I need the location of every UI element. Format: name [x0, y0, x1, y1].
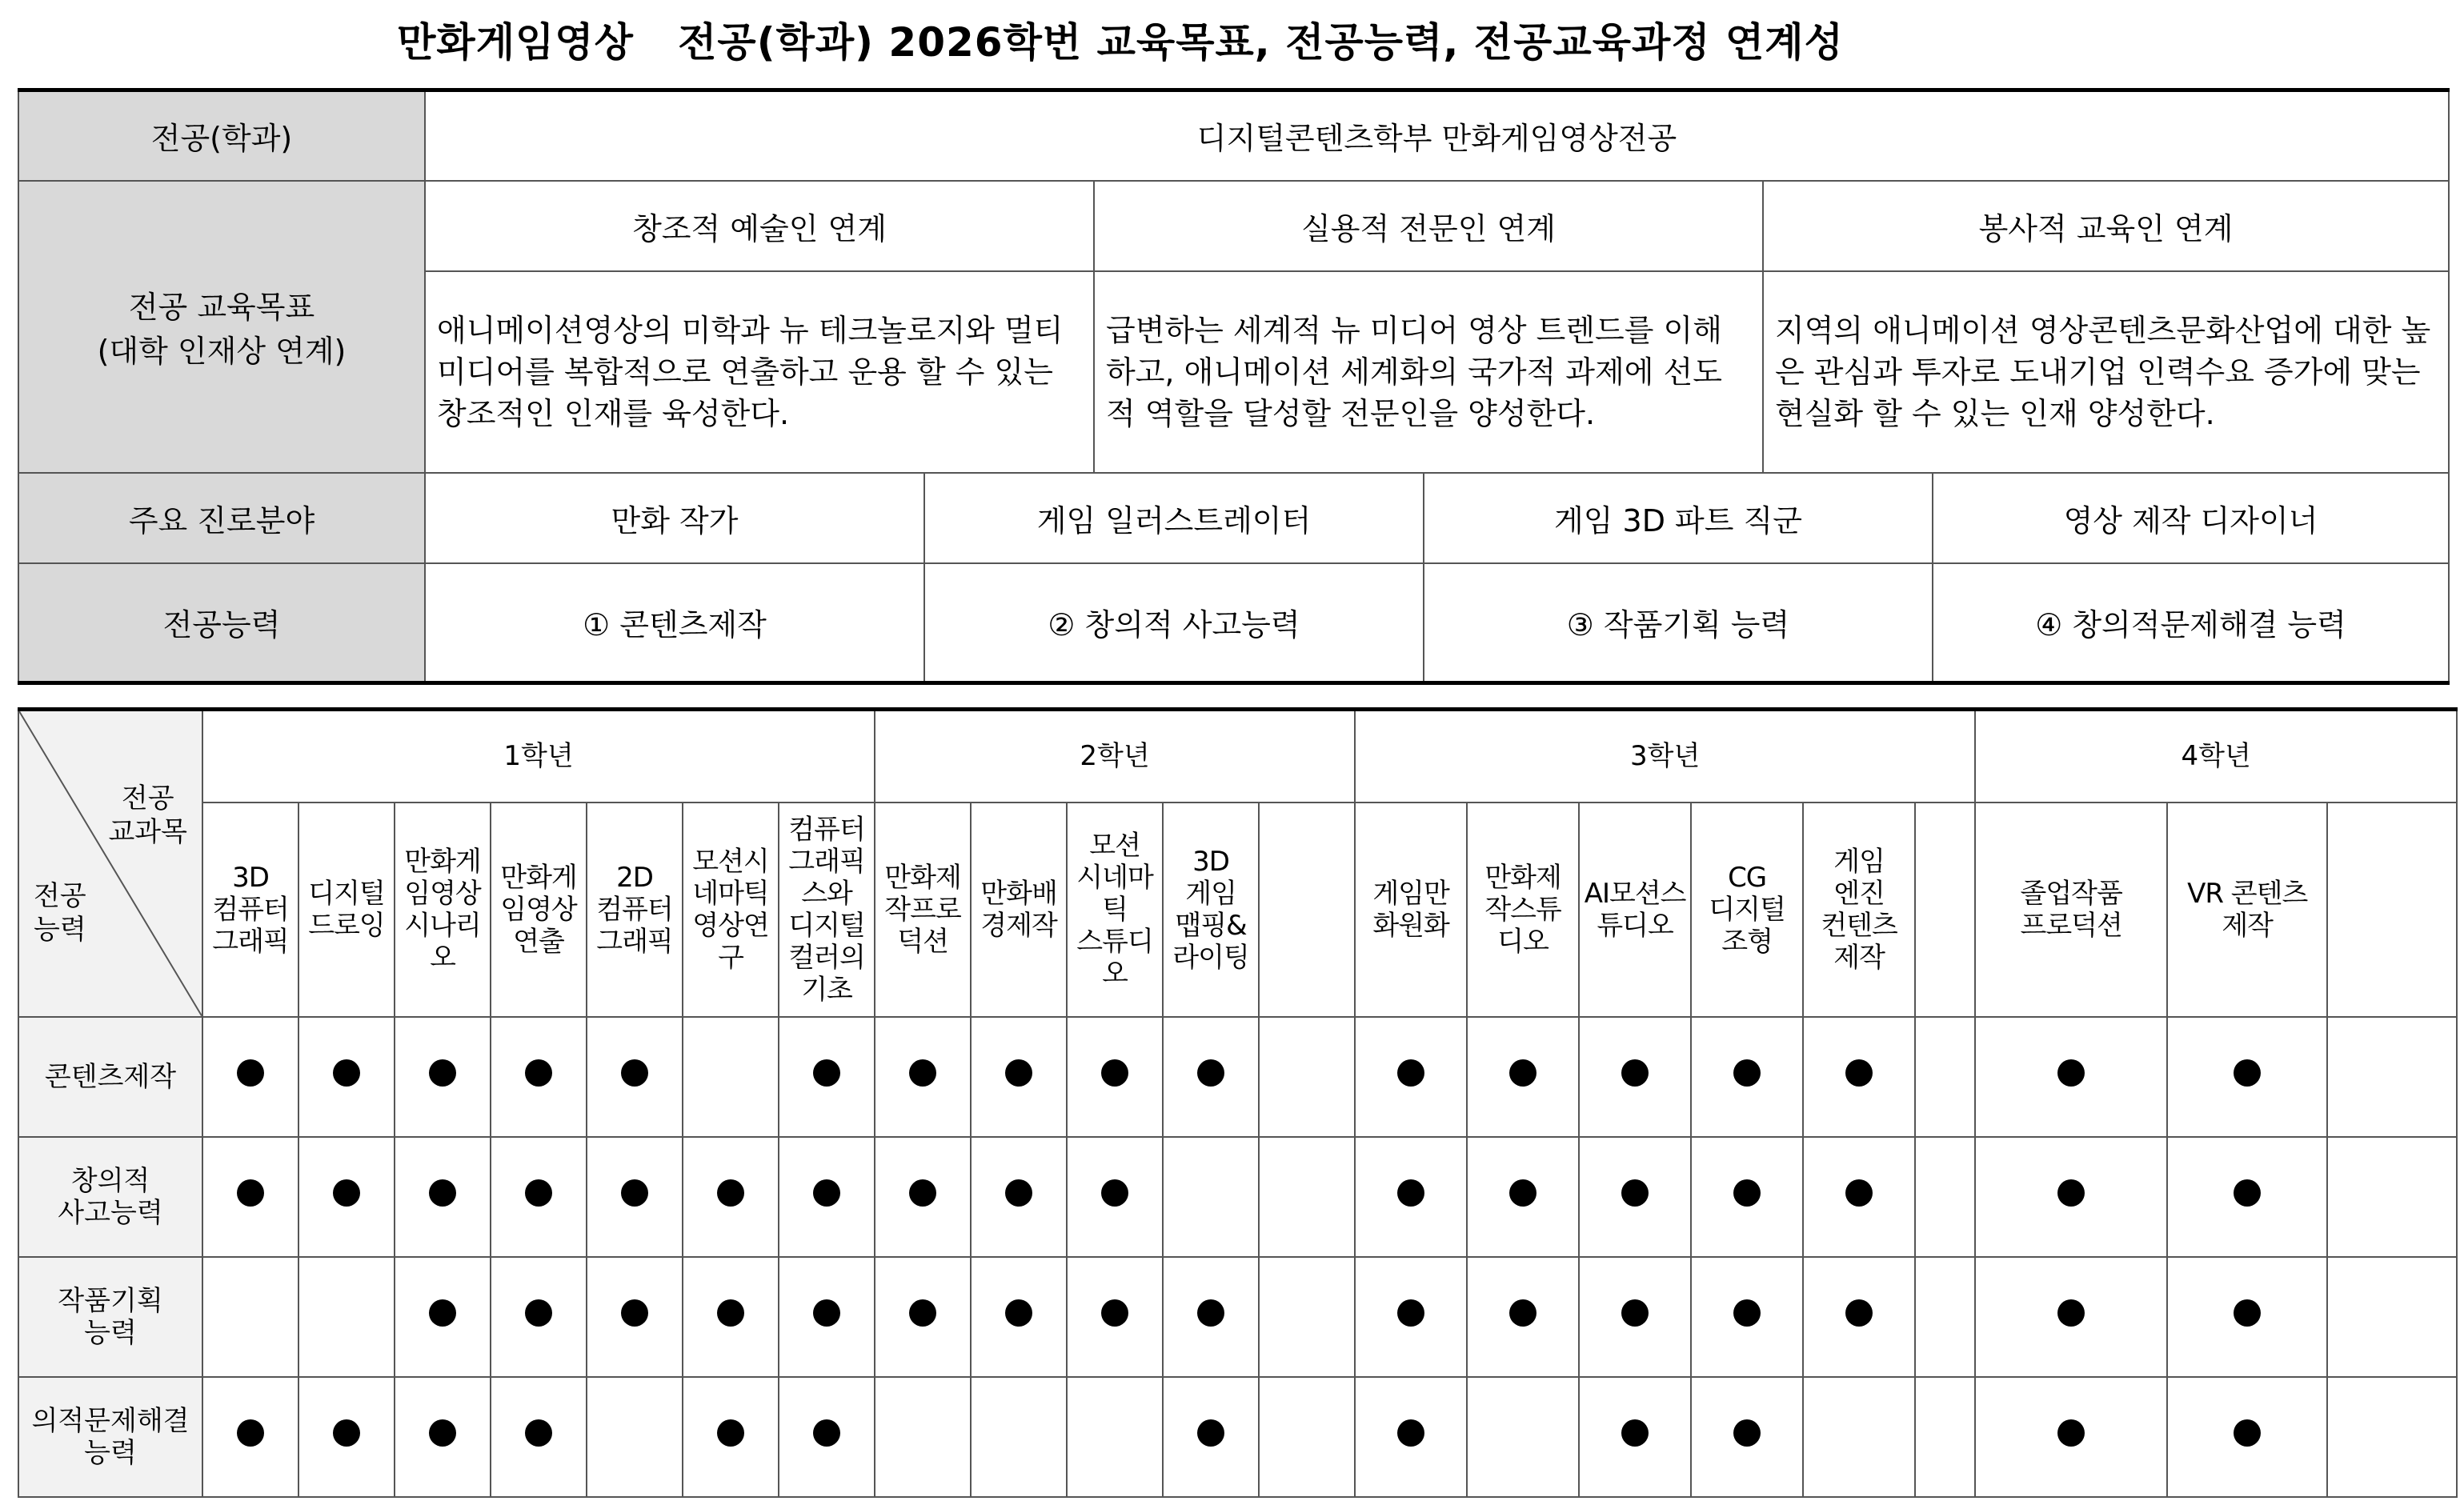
- year-4-header: 4학년: [1975, 710, 2457, 803]
- matrix-cell: [1355, 1257, 1467, 1377]
- subject-name-line: 프로덕션: [2020, 909, 2122, 942]
- year-3-header: 3학년: [1355, 710, 1975, 803]
- corner-diagonal-line: [19, 711, 202, 1016]
- filled-circle-icon: [1197, 1299, 1224, 1327]
- matrix-cell: [875, 1257, 971, 1377]
- filled-circle-icon: [525, 1059, 552, 1087]
- filled-circle-icon: [525, 1179, 552, 1207]
- major-label: 전공(학과): [18, 90, 425, 181]
- subject-name-line: 드로잉: [308, 909, 385, 942]
- filled-circle-icon: [813, 1179, 840, 1207]
- subject-header: [2167, 803, 2327, 1017]
- subject-name-line: 제작: [1833, 941, 1885, 974]
- filled-circle-icon: [1197, 1419, 1224, 1447]
- matrix-cell: [1691, 1377, 1803, 1497]
- matrix-cell: [1579, 1017, 1691, 1137]
- subject-name-line: 구: [718, 941, 743, 974]
- matrix-cell: [875, 1377, 971, 1497]
- goal-label: [18, 181, 425, 473]
- corner-competency-line-2: 능력: [34, 914, 86, 946]
- filled-circle-icon: [1621, 1299, 1649, 1327]
- filled-circle-icon: [1845, 1179, 1873, 1207]
- matrix-cell: [491, 1137, 587, 1257]
- filled-circle-icon: [429, 1059, 456, 1087]
- subject-name-line: 디지털: [788, 909, 865, 942]
- matrix-cell: [971, 1137, 1067, 1257]
- filled-circle-icon: [2234, 1059, 2261, 1087]
- matrix-cell: [1579, 1137, 1691, 1257]
- subject-name-line: 졸업작품: [2020, 877, 2122, 910]
- subject-name-line: 2D: [616, 861, 653, 894]
- goal-head-service: 봉사적 교육인 연계: [1763, 181, 2449, 271]
- matrix-cell: [1975, 1377, 2167, 1497]
- matrix-cell: [683, 1377, 779, 1497]
- matrix-cell: [1467, 1137, 1579, 1257]
- filled-circle-icon: [333, 1419, 360, 1447]
- matrix-cell: [298, 1017, 395, 1137]
- matrix-cell: [1163, 1257, 1259, 1377]
- matrix-cell: [1579, 1377, 1691, 1497]
- subject-name-line: 만화게: [404, 845, 481, 878]
- subject-header: [395, 803, 491, 1017]
- filled-circle-icon: [429, 1179, 456, 1207]
- matrix-cell: [491, 1257, 587, 1377]
- competency-course-matrix: [18, 707, 2458, 1498]
- subject-name-line: 3D: [1192, 845, 1229, 878]
- filled-circle-icon: [1005, 1059, 1032, 1087]
- subject-name-line: 임영상: [404, 877, 481, 910]
- corner-subject-line-2: 교과목: [108, 816, 187, 848]
- matrix-cell: [1915, 1377, 1975, 1497]
- career-label: 주요 진로분야: [18, 473, 425, 563]
- subject-header-row: [18, 803, 2457, 1017]
- subject-name-line: 네마틱: [692, 877, 769, 910]
- subject-name-line: 화원화: [1372, 909, 1449, 942]
- filled-circle-icon: [1509, 1179, 1536, 1207]
- competency-row-label: [18, 1257, 202, 1377]
- matrix-cell: [1355, 1377, 1467, 1497]
- filled-circle-icon: [1005, 1179, 1032, 1207]
- goal-text-creative: 애니메이션영상의 미학과 뉴 테크놀로지와 멀티미디어를 복합적으로 연출하고 운용 할 수 있는 창조적인 인재를 육성한다.: [425, 271, 1094, 473]
- matrix-cell: [2327, 1137, 2457, 1257]
- competency-label-line: 창의적: [70, 1164, 150, 1197]
- filled-circle-icon: [1733, 1299, 1761, 1327]
- subject-name-line: 디지털: [1709, 893, 1785, 926]
- matrix-cell: [587, 1017, 683, 1137]
- year-2-header: 2학년: [875, 710, 1355, 803]
- matrix-cell: [971, 1017, 1067, 1137]
- subject-name-line: 라이팅: [1172, 941, 1249, 974]
- matrix-cell: [683, 1257, 779, 1377]
- subject-name-line: 임영상: [500, 893, 577, 926]
- filled-circle-icon: [621, 1299, 648, 1327]
- subject-name-line: 컨텐츠: [1821, 909, 1897, 942]
- filled-circle-icon: [909, 1299, 936, 1327]
- subject-name-line: 조형: [1721, 925, 1773, 958]
- subject-header: [1355, 803, 1467, 1017]
- filled-circle-icon: [2057, 1179, 2085, 1207]
- corner-subject-line-1: 전공: [121, 783, 174, 815]
- subject-header: [298, 803, 395, 1017]
- subject-name-line: VR 콘텐츠: [2187, 877, 2308, 910]
- filled-circle-icon: [1733, 1059, 1761, 1087]
- competency-label-line: 사고능력: [58, 1196, 163, 1229]
- filled-circle-icon: [717, 1179, 744, 1207]
- subject-name-line: 스와: [801, 877, 852, 910]
- subject-header: [779, 803, 875, 1017]
- subject-name-line: 컴퓨터: [788, 813, 865, 846]
- subject-header: [683, 803, 779, 1017]
- matrix-cell: [1975, 1257, 2167, 1377]
- competency-label-line: 콘텐츠제작: [44, 1060, 177, 1093]
- matrix-cell: [683, 1017, 779, 1137]
- filled-circle-icon: [1733, 1419, 1761, 1447]
- matrix-cell: [1067, 1257, 1163, 1377]
- matrix-cell: [1163, 1377, 1259, 1497]
- subject-name-line: 컬러의: [788, 941, 865, 974]
- major-value: 디지털콘텐츠학부 만화게임영상전공: [425, 90, 2449, 181]
- matrix-cell: [1259, 1017, 1355, 1137]
- filled-circle-icon: [621, 1179, 648, 1207]
- matrix-cell: [395, 1377, 491, 1497]
- competency-label-line: 능력: [84, 1436, 137, 1469]
- filled-circle-icon: [813, 1299, 840, 1327]
- filled-circle-icon: [2234, 1299, 2261, 1327]
- subject-name-line: 디오: [1497, 925, 1549, 958]
- matrix-cell: [1803, 1017, 1915, 1137]
- matrix-cell: [875, 1017, 971, 1137]
- matrix-cell: [202, 1017, 298, 1137]
- competency-row: [18, 1377, 2457, 1497]
- year-1-header: 1학년: [202, 710, 875, 803]
- matrix-cell: [1691, 1017, 1803, 1137]
- subject-name-line: 제작: [2222, 909, 2274, 942]
- matrix-cell: [202, 1137, 298, 1257]
- matrix-cell: [1355, 1137, 1467, 1257]
- subject-header: [1975, 803, 2167, 1017]
- subject-header: [1915, 803, 1975, 1017]
- subject-name-line: 틱: [1102, 893, 1128, 926]
- subject-name-line: 엔진: [1833, 877, 1885, 910]
- competency-row: [18, 1137, 2457, 1257]
- subject-name-line: 작프로: [884, 893, 961, 926]
- career-cartoonist: 만화 작가: [425, 473, 924, 563]
- filled-circle-icon: [717, 1419, 744, 1447]
- matrix-cell: [587, 1137, 683, 1257]
- page-title: 만화게임영상 전공(학과) 2026학번 교육목표, 전공능력, 전공교육과정 연계성: [397, 19, 1844, 66]
- subject-header: [491, 803, 587, 1017]
- subject-name-line: 만화게: [500, 861, 577, 894]
- subject-header: [1691, 803, 1803, 1017]
- matrix-cell: [298, 1377, 395, 1497]
- matrix-cell: [1915, 1257, 1975, 1377]
- subject-name-line: 그래픽: [212, 925, 289, 958]
- subject-name-line: AI모션스: [1584, 877, 1686, 910]
- subject-name-line: 만화제: [884, 861, 961, 894]
- filled-circle-icon: [1845, 1059, 1873, 1087]
- competency-row: [18, 1017, 2457, 1137]
- matrix-cell: [491, 1377, 587, 1497]
- matrix-corner: [18, 710, 202, 1017]
- matrix-cell: [298, 1137, 395, 1257]
- filled-circle-icon: [1845, 1299, 1873, 1327]
- matrix-cell: [779, 1017, 875, 1137]
- matrix-cell: [1163, 1137, 1259, 1257]
- matrix-cell: [395, 1137, 491, 1257]
- career-video-designer: 영상 제작 디자이너: [1933, 473, 2449, 563]
- subject-name-line: 시나리: [404, 909, 481, 942]
- filled-circle-icon: [909, 1179, 936, 1207]
- competency-row: [18, 1257, 2457, 1377]
- matrix-cell: [1975, 1137, 2167, 1257]
- matrix-cell: [1067, 1137, 1163, 1257]
- subject-name-line: 덕션: [897, 925, 948, 958]
- matrix-cell: [1803, 1137, 1915, 1257]
- filled-circle-icon: [429, 1419, 456, 1447]
- goal-text-practical: 급변하는 세계적 뉴 미디어 영상 트렌드를 이해하고, 애니메이션 세계화의 국가적 과제에 선도적 역할을 달성할 전문인을 양성한다.: [1094, 271, 1763, 473]
- matrix-cell: [202, 1377, 298, 1497]
- subject-name-line: 오: [430, 941, 455, 974]
- subject-name-line: 만화배: [980, 877, 1057, 910]
- matrix-cell: [1915, 1137, 1975, 1257]
- subject-name-line: 연출: [513, 925, 564, 958]
- competency-2: ② 창의적 사고능력: [924, 563, 1424, 683]
- competency-1: ① 콘텐츠제작: [425, 563, 924, 683]
- subject-name-line: 튜디오: [1597, 909, 1673, 942]
- filled-circle-icon: [237, 1419, 264, 1447]
- filled-circle-icon: [429, 1299, 456, 1327]
- filled-circle-icon: [1397, 1419, 1424, 1447]
- subject-name-line: 영상연: [692, 909, 769, 942]
- matrix-cell: [395, 1017, 491, 1137]
- matrix-cell: [971, 1257, 1067, 1377]
- matrix-cell: [1467, 1377, 1579, 1497]
- filled-circle-icon: [2057, 1059, 2085, 1087]
- curriculum-info-table: [18, 88, 2450, 685]
- matrix-cell: [1691, 1257, 1803, 1377]
- subject-name-line: 3D: [232, 861, 269, 894]
- filled-circle-icon: [333, 1059, 360, 1087]
- filled-circle-icon: [2234, 1419, 2261, 1447]
- subject-name-line: 디지털: [308, 877, 385, 910]
- subject-name-line: CG: [1728, 861, 1767, 894]
- filled-circle-icon: [1397, 1059, 1424, 1087]
- matrix-cell: [202, 1257, 298, 1377]
- filled-circle-icon: [525, 1419, 552, 1447]
- filled-circle-icon: [1509, 1299, 1536, 1327]
- career-game-3d: 게임 3D 파트 직군: [1424, 473, 1933, 563]
- subject-name-line: 컴퓨터: [596, 893, 673, 926]
- competency-label-line: 능력: [84, 1316, 137, 1349]
- filled-circle-icon: [2234, 1179, 2261, 1207]
- matrix-cell: [2167, 1137, 2327, 1257]
- filled-circle-icon: [1397, 1299, 1424, 1327]
- matrix-cell: [1067, 1377, 1163, 1497]
- filled-circle-icon: [1005, 1299, 1032, 1327]
- filled-circle-icon: [333, 1179, 360, 1207]
- subject-name-line: 게임: [1833, 845, 1885, 878]
- filled-circle-icon: [1197, 1059, 1224, 1087]
- matrix-cell: [587, 1257, 683, 1377]
- filled-circle-icon: [813, 1059, 840, 1087]
- competency-label-line: 의적문제해결: [31, 1404, 190, 1437]
- filled-circle-icon: [1101, 1059, 1128, 1087]
- subject-header: [202, 803, 298, 1017]
- corner-competency-label: [34, 879, 86, 947]
- subject-name-line: 오: [1102, 957, 1128, 990]
- subject-name-line: 기초: [801, 973, 852, 1006]
- corner-subject-label: [108, 782, 187, 849]
- goal-head-practical: 실용적 전문인 연계: [1094, 181, 1763, 271]
- matrix-cell: [779, 1377, 875, 1497]
- corner-competency-line-1: 전공: [34, 880, 86, 912]
- subject-header: [1579, 803, 1691, 1017]
- filled-circle-icon: [237, 1179, 264, 1207]
- competency-row-label: [18, 1377, 202, 1497]
- filled-circle-icon: [813, 1419, 840, 1447]
- subject-header: [1067, 803, 1163, 1017]
- subject-header: [587, 803, 683, 1017]
- subject-name-line: 그래픽: [596, 925, 673, 958]
- subject-name-line: 게임만: [1372, 877, 1449, 910]
- matrix-cell: [1467, 1017, 1579, 1137]
- matrix-cell: [1259, 1137, 1355, 1257]
- matrix-cell: [2167, 1257, 2327, 1377]
- goal-head-creative: 창조적 예술인 연계: [425, 181, 1094, 271]
- subject-name-line: 시네마: [1076, 861, 1153, 894]
- matrix-cell: [1803, 1377, 1915, 1497]
- filled-circle-icon: [2057, 1299, 2085, 1327]
- competency-3: ③ 작품기획 능력: [1424, 563, 1933, 683]
- filled-circle-icon: [1733, 1179, 1761, 1207]
- filled-circle-icon: [909, 1059, 936, 1087]
- matrix-cell: [1355, 1017, 1467, 1137]
- matrix-cell: [683, 1137, 779, 1257]
- matrix-cell: [1259, 1257, 1355, 1377]
- subject-name-line: 만화제: [1484, 861, 1561, 894]
- matrix-cell: [1579, 1257, 1691, 1377]
- competency-row-label: [18, 1137, 202, 1257]
- subject-header: [971, 803, 1067, 1017]
- matrix-cell: [779, 1137, 875, 1257]
- matrix-cell: [1803, 1257, 1915, 1377]
- matrix-cell: [1163, 1017, 1259, 1137]
- subject-name-line: 스튜디: [1076, 925, 1153, 958]
- filled-circle-icon: [1621, 1179, 1649, 1207]
- subject-name-line: 작스튜: [1484, 893, 1561, 926]
- subject-name-line: 컴퓨터: [212, 893, 289, 926]
- matrix-cell: [491, 1017, 587, 1137]
- filled-circle-icon: [1101, 1299, 1128, 1327]
- matrix-cell: [2167, 1017, 2327, 1137]
- matrix-cell: [298, 1257, 395, 1377]
- filled-circle-icon: [1621, 1419, 1649, 1447]
- subject-name-line: 모션: [1089, 829, 1140, 862]
- goal-label-line-2: (대학 인재상 연계): [97, 334, 347, 369]
- matrix-cell: [1467, 1257, 1579, 1377]
- filled-circle-icon: [2057, 1419, 2085, 1447]
- matrix-cell: [971, 1377, 1067, 1497]
- goal-label-line-1: 전공 교육목표: [128, 290, 315, 325]
- subject-header: [1467, 803, 1579, 1017]
- competency-label-line: 작품기획: [58, 1284, 163, 1317]
- matrix-cell: [2327, 1017, 2457, 1137]
- matrix-cell: [1691, 1137, 1803, 1257]
- subject-name-line: 맵핑&: [1175, 909, 1247, 942]
- matrix-cell: [1975, 1017, 2167, 1137]
- matrix-cell: [395, 1257, 491, 1377]
- filled-circle-icon: [237, 1059, 264, 1087]
- competency-label: 전공능력: [18, 563, 425, 683]
- matrix-cell: [2167, 1377, 2327, 1497]
- competency-row-label: [18, 1017, 202, 1137]
- competency-4: ④ 창의적문제해결 능력: [1933, 563, 2449, 683]
- matrix-cell: [587, 1377, 683, 1497]
- subject-header: [1259, 803, 1355, 1017]
- filled-circle-icon: [1509, 1059, 1536, 1087]
- goal-text-service: 지역의 애니메이션 영상콘텐츠문화산업에 대한 높은 관심과 투자로 도내기업 인력수요 증가에 맞는 현실화 할 수 있는 인재 양성한다.: [1763, 271, 2449, 473]
- matrix-cell: [1915, 1017, 1975, 1137]
- matrix-cell: [1067, 1017, 1163, 1137]
- subject-name-line: 경제작: [980, 909, 1057, 942]
- matrix-cell: [2327, 1377, 2457, 1497]
- subject-header: [875, 803, 971, 1017]
- filled-circle-icon: [717, 1299, 744, 1327]
- subject-header: [1803, 803, 1915, 1017]
- subject-header: [1163, 803, 1259, 1017]
- matrix-cell: [875, 1137, 971, 1257]
- subject-name-line: 게임: [1185, 877, 1236, 910]
- filled-circle-icon: [1397, 1179, 1424, 1207]
- matrix-cell: [1259, 1377, 1355, 1497]
- filled-circle-icon: [1621, 1059, 1649, 1087]
- filled-circle-icon: [525, 1299, 552, 1327]
- matrix-cell: [779, 1257, 875, 1377]
- subject-name-line: 그래픽: [788, 845, 865, 878]
- matrix-cell: [2327, 1257, 2457, 1377]
- subject-header: [2327, 803, 2457, 1017]
- subject-name-line: 모션시: [692, 845, 769, 878]
- career-game-illustrator: 게임 일러스트레이터: [924, 473, 1424, 563]
- filled-circle-icon: [621, 1059, 648, 1087]
- filled-circle-icon: [1101, 1179, 1128, 1207]
